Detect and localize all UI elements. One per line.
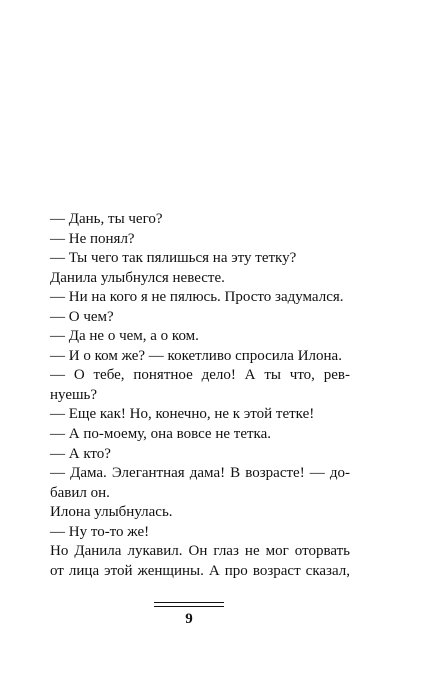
body-text xyxy=(50,210,350,581)
text-line: — Ну то-то же! xyxy=(50,523,150,540)
footer-rule-top xyxy=(154,602,224,603)
text-line: — Да не о чем, а о ком. xyxy=(50,328,199,345)
text-line: Илона улыбнулась. xyxy=(50,504,173,521)
text-line: — Еще как! Но, конечно, не к этой тетке! xyxy=(50,406,315,423)
text-line: — Ни на кого я не пялюсь. Просто задумался. xyxy=(50,289,344,306)
text-line: Данила улыбнулся невесте. xyxy=(50,269,225,286)
page-number: 9 xyxy=(185,611,193,627)
text-line: — Не понял? xyxy=(50,230,135,247)
text-line: бавил он. xyxy=(50,484,110,501)
text-line: Но Данила лукавил. Он глаз не мог оторвать xyxy=(50,543,350,560)
text-line: — Ты чего так пялишься на эту тетку? xyxy=(50,250,297,267)
text-line: — Дама. Элегантная дама! В возрасте! — до- xyxy=(50,465,350,482)
text-line: — И о ком же? — кокетливо спросила Илона. xyxy=(50,347,342,364)
text-line: — О чем? xyxy=(50,308,114,325)
text-line: нуешь? xyxy=(50,386,98,403)
text-line: — Дань, ты чего? xyxy=(50,211,163,227)
text-line: — О тебе, понятное дело! А ты что, рев- xyxy=(50,367,350,384)
text-line: — А кто? xyxy=(50,445,111,462)
footer-rule-bottom xyxy=(154,606,224,607)
text-line: — А по-моему, она вовсе не тетка. xyxy=(50,426,272,443)
text-line: от лица этой женщины. А про возраст сказал, xyxy=(50,562,350,579)
